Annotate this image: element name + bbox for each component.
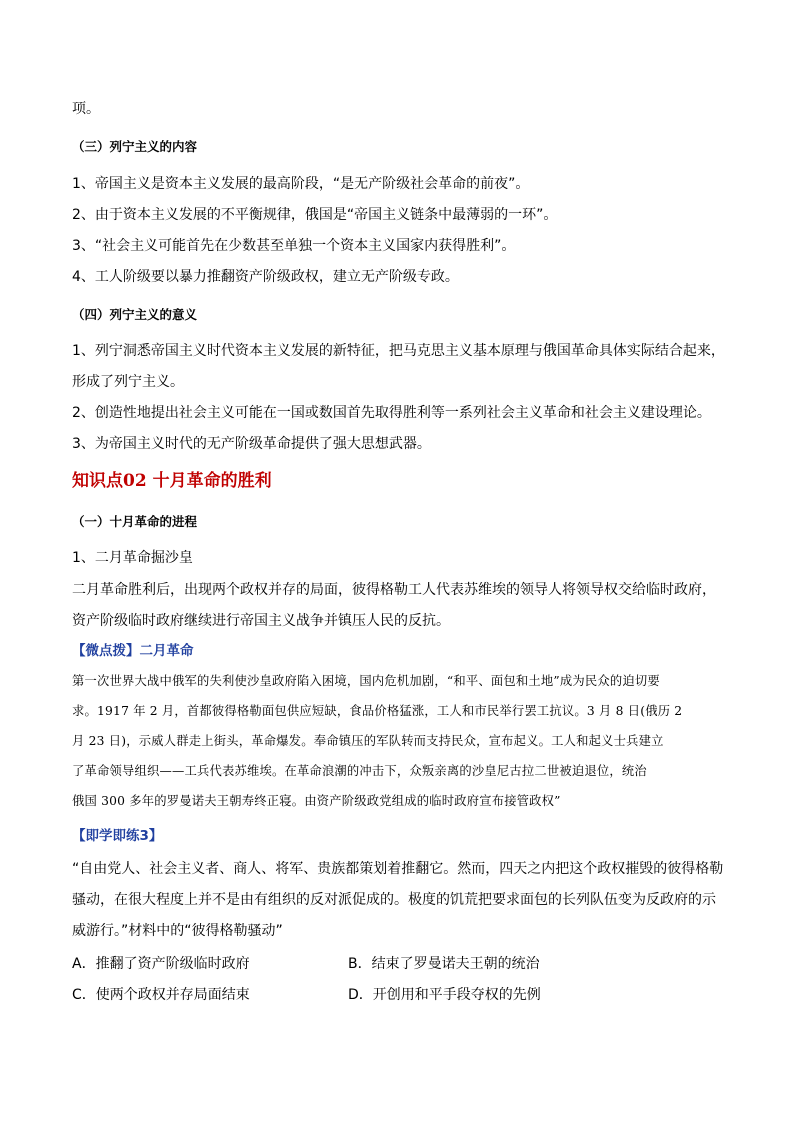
tip-material-line-2: 求。1917 年 2 月，首都彼得格勒面包供应短缺，食品价格猛涨，工人和市民举行罢工抗议。3 月 8 日(俄历 2	[72, 704, 683, 718]
section3-item-4: 4、工人阶级要以暴力推翻资产阶级政权，建立无产阶级专政。	[72, 269, 459, 285]
section4-item-1-line-1: 1、列宁洞悉帝国主义时代资本主义发展的新特征，把马克思主义基本原理与俄国革命具体实际结合起来，	[72, 343, 725, 359]
section3-item-1: 1、帝国主义是资本主义发展的最高阶段，“是无产阶级社会革命的前夜”。	[72, 176, 530, 192]
exercise-heading: 【即学即练3】	[72, 828, 163, 844]
tip-heading: 【微点拨】二月革命	[72, 643, 194, 659]
exercise-stem-line-1: “自由党人、社会主义者、商人、将军、贵族都策划着推翻它。然而，四天之内把这个政权摧毁的彼得格勒	[72, 861, 724, 877]
section3-item-2: 2、由于资本主义发展的不平衡规律，俄国是“帝国主义链条中最薄弱的一环”。	[72, 207, 558, 223]
option-b[interactable]: B．结束了罗曼诺夫王朝的统治	[348, 956, 540, 972]
tip-material-line-5: 俄国 300 多年的罗曼诺夫王朝寿终正寝。由资产阶级政党组成的临时政府宣布接管政权”	[72, 794, 561, 808]
exercise-stem-line-3: 威游行。”材料中的“彼得格勒骚动”	[72, 923, 283, 939]
knowledge-point-sub-heading: （一）十月革命的进程	[72, 514, 198, 529]
paragraph-line-1: 二月革命胜利后，出现两个政权并存的局面，彼得格勒工人代表苏维埃的领导人将领导权交给临时政府，	[72, 582, 716, 598]
tip-material-line-4: 了革命领导组织——工兵代表苏维埃。在革命浪潮的冲击下，众叛亲离的沙皇尼古拉二世被迫退位，统治	[72, 764, 647, 778]
continued-text: 项。	[72, 101, 100, 117]
item-1-title: 1、二月革命掘沙皇	[72, 550, 193, 566]
section4-item-2: 2、创造性地提出社会主义可能在一国或数国首先取得胜利等一系列社会主义革命和社会主义建设理论。	[72, 405, 711, 421]
tip-material-line-1: 第一次世界大战中俄军的失利使沙皇政府陷入困境，国内危机加剧，“和平、面包和土地”成为民众的迫切要	[72, 674, 660, 688]
tip-material-line-3: 月 23 日)，示威人群走上街头，革命爆发。奉命镇压的军队转而支持民众，宣布起义。工人和起义士兵建立	[72, 734, 664, 748]
knowledge-point-title: 知识点02 十月革命的胜利	[72, 471, 272, 491]
exercise-stem-line-2: 骚动，在很大程度上并不是由有组织的反对派促成的。极度的饥荒把要求面包的长列队伍变为反政府的示	[72, 892, 716, 908]
section3-heading: （三）列宁主义的内容	[72, 139, 198, 154]
section4-heading: （四）列宁主义的意义	[72, 307, 198, 322]
option-c[interactable]: C．使两个政权并存局面结束	[72, 987, 250, 1003]
paragraph-line-2: 资产阶级临时政府继续进行帝国主义战争并镇压人民的反抗。	[72, 613, 450, 629]
option-d[interactable]: D．开创用和平手段夺权的先例	[348, 987, 541, 1003]
option-a[interactable]: A．推翻了资产阶级临时政府	[72, 956, 250, 972]
section4-item-3: 3、为帝国主义时代的无产阶级革命提供了强大思想武器。	[72, 436, 431, 452]
section3-item-3: 3、“社会主义可能首先在少数甚至单独一个资本主义国家内获得胜利”。	[72, 238, 516, 254]
section4-item-1-line-2: 形成了列宁主义。	[72, 374, 184, 390]
